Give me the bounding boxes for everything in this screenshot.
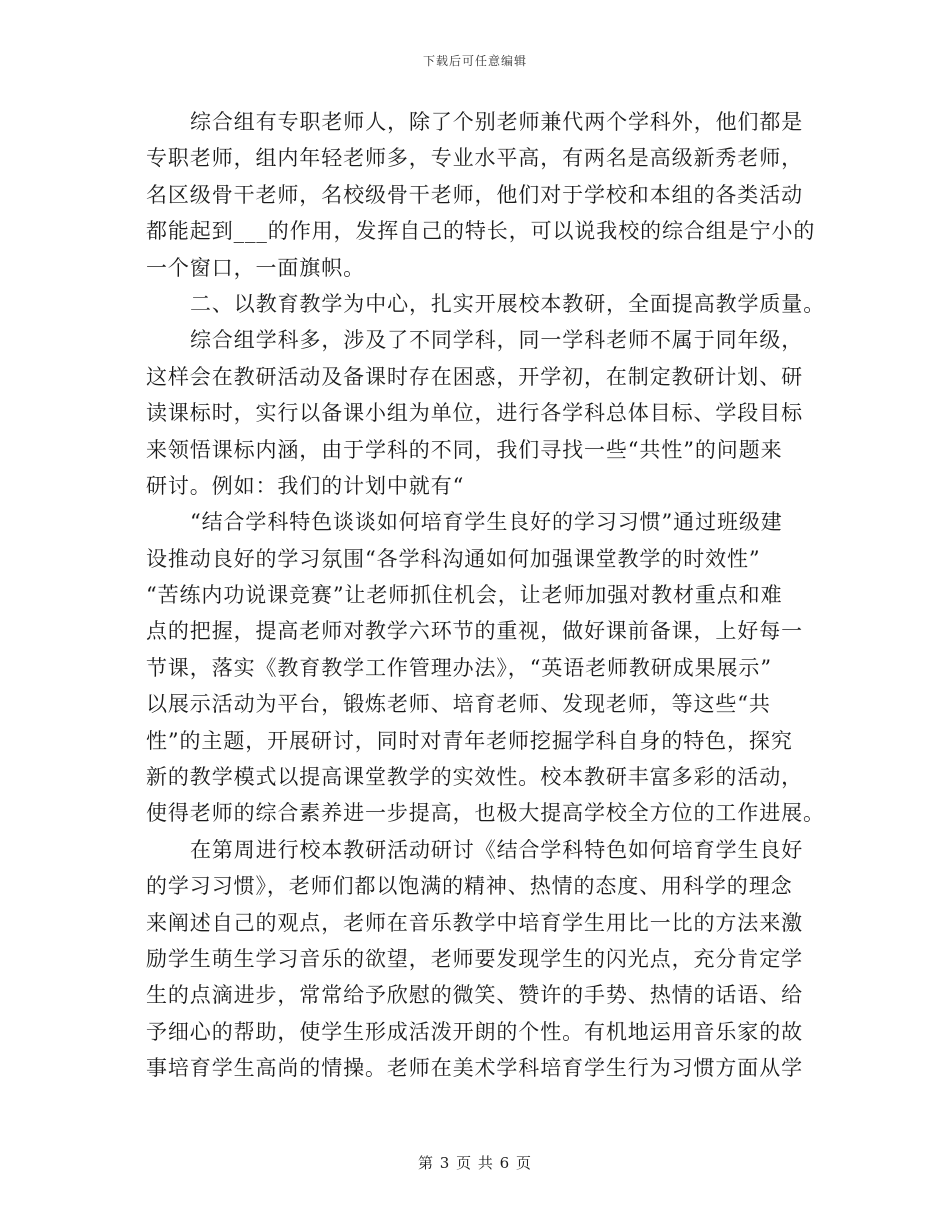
text-line: 生的点滴进步，常常给予欣慰的微笑、赞许的手势、热情的话语、给 bbox=[146, 983, 803, 1008]
text-line: 以展示活动为平台，锻炼老师、培育老师、发现老师，等这些“共 bbox=[146, 692, 771, 717]
body-text bbox=[146, 104, 826, 1087]
text-line: 这样会在教研活动及备课时存在困惑，开学初，在制定教研计划、研 bbox=[146, 364, 803, 389]
text-line: 设推动良好的学习氛围“各学科沟通如何加强课堂教学的时效性” bbox=[146, 546, 761, 571]
text-line: 名区级骨干老师，名校级骨干老师，他们对于学校和本组的各类活动 bbox=[146, 182, 803, 207]
text-line: 读课标时，实行以备课小组为单位，进行各学科总体目标、学段目标 bbox=[146, 401, 803, 426]
text-line: 点的把握，提高老师对教学六环节的重视，做好课前备课，上好每一 bbox=[146, 619, 803, 644]
text-line: 综合组学科多，涉及了不同学科，同一学科老师不属于同年级， bbox=[190, 328, 804, 353]
text-line: 事培育学生高尚的情操。老师在美术学科培育学生行为习惯方面从学 bbox=[146, 1056, 803, 1081]
text-line: 的学习习惯》，老师们都以饱满的精神、热情的态度、用科学的理念 bbox=[146, 874, 793, 899]
text-line: 在第周进行校本教研活动研讨《结合学科特色如何培育学生良好 bbox=[190, 837, 804, 862]
text-line: 励学生萌生学习音乐的欲望，老师要发现学生的闪光点，充分肯定学 bbox=[146, 946, 803, 971]
text-line: 专职老师，组内年轻老师多，专业水平高，有两名是高级新秀老师， bbox=[146, 146, 803, 171]
text-line: “结合学科特色谈谈如何培育学生良好的学习习惯”通过班级建 bbox=[190, 510, 783, 535]
text-line: 一个窗口，一面旗帜。 bbox=[146, 255, 365, 280]
text-line: 综合组有专职老师人，除了个别老师兼代两个学科外，他们都是 bbox=[190, 110, 804, 134]
text-line: 都能起到___的作用，发挥自己的特长，可以说我校的综合组是宁小的 bbox=[146, 219, 816, 244]
page-number-footer: 第 3 页 共 6 页 bbox=[418, 1154, 532, 1172]
text-line: 性”的主题，开展研讨，同时对青年老师挖掘学科自身的特色，探究 bbox=[146, 728, 793, 753]
section-heading: 二、以教育教学为中心，扎实开展校本教研，全面提高教学质量。 bbox=[190, 291, 826, 316]
text-line: 予细心的帮助，使学生形成活泼开朗的个性。有机地运用音乐家的故 bbox=[146, 1019, 803, 1044]
text-line: 使得老师的综合素养进一步提高，也极大提高学校全方位的工作进展。 bbox=[146, 801, 825, 826]
text-line: 来领悟课标内涵，由于学科的不同，我们寻找一些“共性”的问题来 bbox=[146, 437, 783, 462]
text-line: 新的教学模式以提高课堂教学的实效性。校本教研丰富多彩的活动， bbox=[146, 765, 803, 790]
text-line: “苦练内功说课竞赛”让老师抓住机会，让老师加强对教材重点和难 bbox=[146, 583, 783, 608]
text-line: 来阐述自己的观点，老师在音乐教学中培育学生用比一比的方法来激 bbox=[146, 910, 803, 935]
page-header: 下载后可任意编辑 bbox=[422, 54, 527, 68]
text-line: 节课，落实《教育教学工作管理办法》，“英语老师教研成果展示” bbox=[146, 655, 772, 680]
text-line: 研讨。例如：我们的计划中就有“ bbox=[146, 473, 465, 498]
